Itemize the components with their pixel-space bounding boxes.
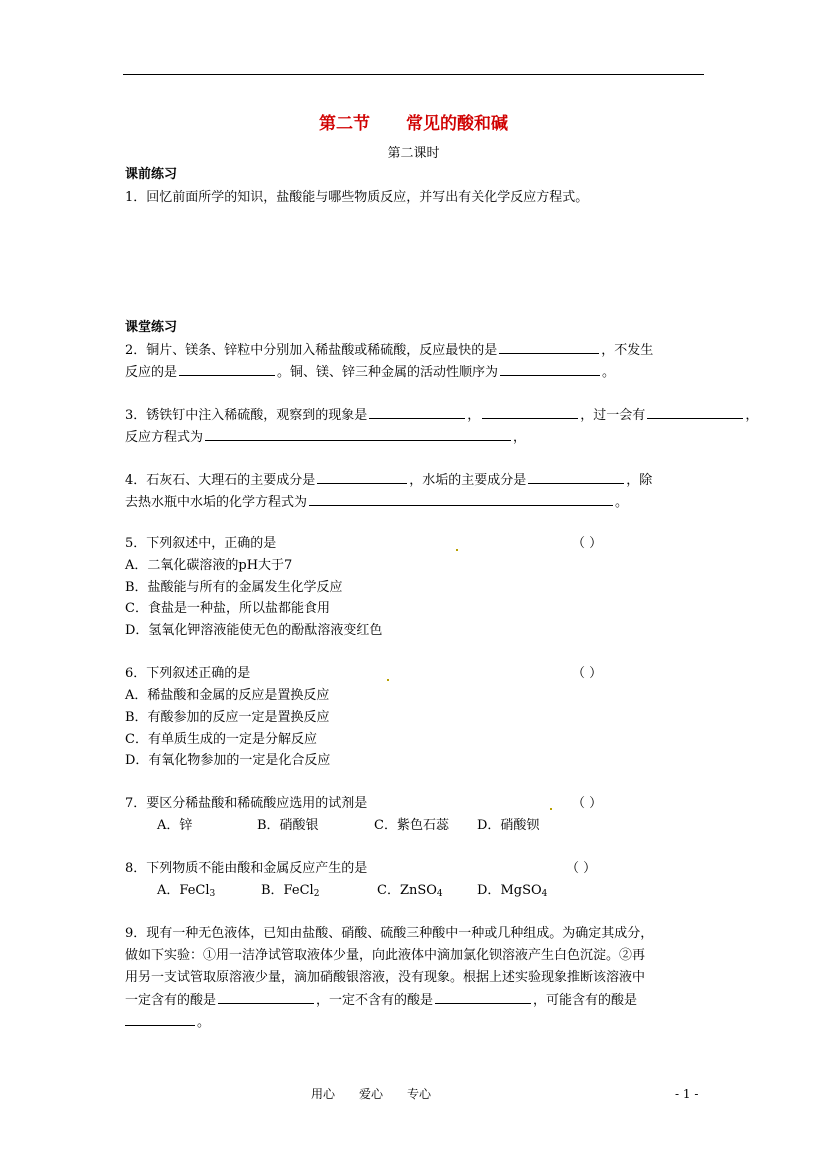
answer-blank[interactable]: [528, 469, 624, 484]
question-5-option-d: D．氢氧化钾溶液能使无色的酚酞溶液变红色: [125, 623, 383, 638]
answer-blank[interactable]: [647, 404, 743, 419]
title-topic: 常见的酸和碱: [406, 114, 508, 134]
answer-blank[interactable]: [218, 989, 314, 1004]
header-rule: [123, 74, 704, 75]
answer-blank[interactable]: [500, 361, 600, 376]
question-8-option-d: D．MgSO$_4$: [477, 883, 548, 899]
question-5-option-c: C．食盐是一种盐，所以盐都能食用: [125, 601, 330, 616]
question-2-line-2: 反应的是 。铜、镁、锌三种金属的活动性顺序为 。: [125, 361, 615, 383]
question-9-line-3: 用另一支试管取原溶液少量，滴加硝酸银溶液，没有现象。根据上述实验现象推断该溶液中: [125, 970, 646, 985]
question-5-stem: 5．下列叙述中，正确的是: [125, 536, 277, 551]
question-8-answer-paren[interactable]: （ ）: [566, 861, 597, 876]
question-5-option-b: B．盐酸能与所有的金属发生化学反应: [125, 580, 343, 595]
question-6-option-d: D．有氧化物参加的一定是化合反应: [125, 753, 331, 768]
question-6-stem: 6．下列叙述正确的是: [125, 666, 251, 681]
question-3-line-1: 3．锈铁钉中注入稀硫酸，观察到的现象是 ， ，过一会有 ，: [125, 404, 758, 426]
question-6-answer-paren[interactable]: （ ）: [572, 666, 603, 681]
section-heading-pre: 课前练习: [125, 167, 178, 182]
question-9-line-1: 9．现有一种无色液体，已知由盐酸、硝酸、硫酸三种酸中一种或几种组成。为确定其成分，: [125, 926, 654, 941]
question-8-stem: 8．下列物质不能由酸和金属反应产生的是: [125, 861, 368, 876]
answer-blank[interactable]: [369, 404, 465, 419]
question-7-answer-paren[interactable]: （ ）: [572, 796, 603, 811]
answer-blank[interactable]: [205, 426, 511, 441]
title-section: 第二节: [319, 114, 370, 134]
question-4-line-1: 4．石灰石、大理石的主要成分是 ，水垢的主要成分是 ，除: [125, 469, 652, 491]
section-heading-class: 课堂练习: [125, 320, 178, 335]
question-6-option-b: B．有酸参加的反应一定是置换反应: [125, 710, 330, 725]
question-3-line-2: 反应方程式为 ，: [125, 426, 526, 448]
question-9-line-2: 做如下实验：①用一洁净试管取液体少量，向此液体中滴加氯化钡溶液产生白色沉淀。②再: [125, 948, 646, 963]
question-8-option-a: A．FeCl$_3$: [157, 883, 216, 899]
answer-blank[interactable]: [435, 989, 531, 1004]
question-9-line-4: 一定含有的酸是 ，一定不含有的酸是 ，可能含有的酸是: [125, 989, 637, 1011]
question-7-option-d: D．硝酸钡: [477, 818, 540, 833]
answer-blank[interactable]: [179, 361, 275, 376]
question-8-option-c: C．ZnSO$_4$: [377, 883, 443, 899]
question-7-option-c: C．紫色石蕊: [374, 818, 449, 833]
footer-motto: 用心 爱心 专心: [311, 1087, 432, 1101]
question-7-stem: 7．要区分稀盐酸和稀硫酸应选用的试剂是: [125, 796, 368, 811]
question-8-option-b: B．FeCl$_2$: [261, 883, 320, 899]
speck-mark: [550, 808, 552, 810]
answer-blank[interactable]: [309, 491, 613, 506]
page-number: - 1 -: [675, 1087, 699, 1101]
question-2-line-1: 2．铜片、镁条、锌粒中分别加入稀盐酸或稀硫酸，反应最快的是 ，不发生: [125, 339, 653, 361]
speck-mark: [456, 549, 458, 551]
page-subtitle: 第二课时: [387, 146, 440, 161]
question-6-option-a: A．稀盐酸和金属的反应是置换反应: [125, 688, 330, 703]
question-9-line-5: 。: [125, 1011, 210, 1033]
speck-mark: [387, 679, 389, 681]
question-4-line-2: 去热水瓶中水垢的化学方程式为 。: [125, 491, 628, 513]
question-5-answer-paren[interactable]: （ ）: [572, 536, 603, 551]
page-title: [0, 112, 827, 136]
answer-blank[interactable]: [125, 1011, 195, 1026]
question-7-option-a: A．锌: [157, 818, 193, 833]
question-7-option-b: B．硝酸银: [257, 818, 319, 833]
question-1: 1．回忆前面所学的知识，盐酸能与哪些物质反应，并写出有关化学反应方程式。: [125, 190, 589, 205]
answer-blank[interactable]: [499, 339, 599, 354]
answer-blank[interactable]: [317, 469, 407, 484]
answer-blank[interactable]: [482, 404, 578, 419]
question-6-option-c: C．有单质生成的一定是分解反应: [125, 732, 317, 747]
question-5-option-a: A．二氧化碳溶液的pH大于7: [125, 558, 293, 573]
